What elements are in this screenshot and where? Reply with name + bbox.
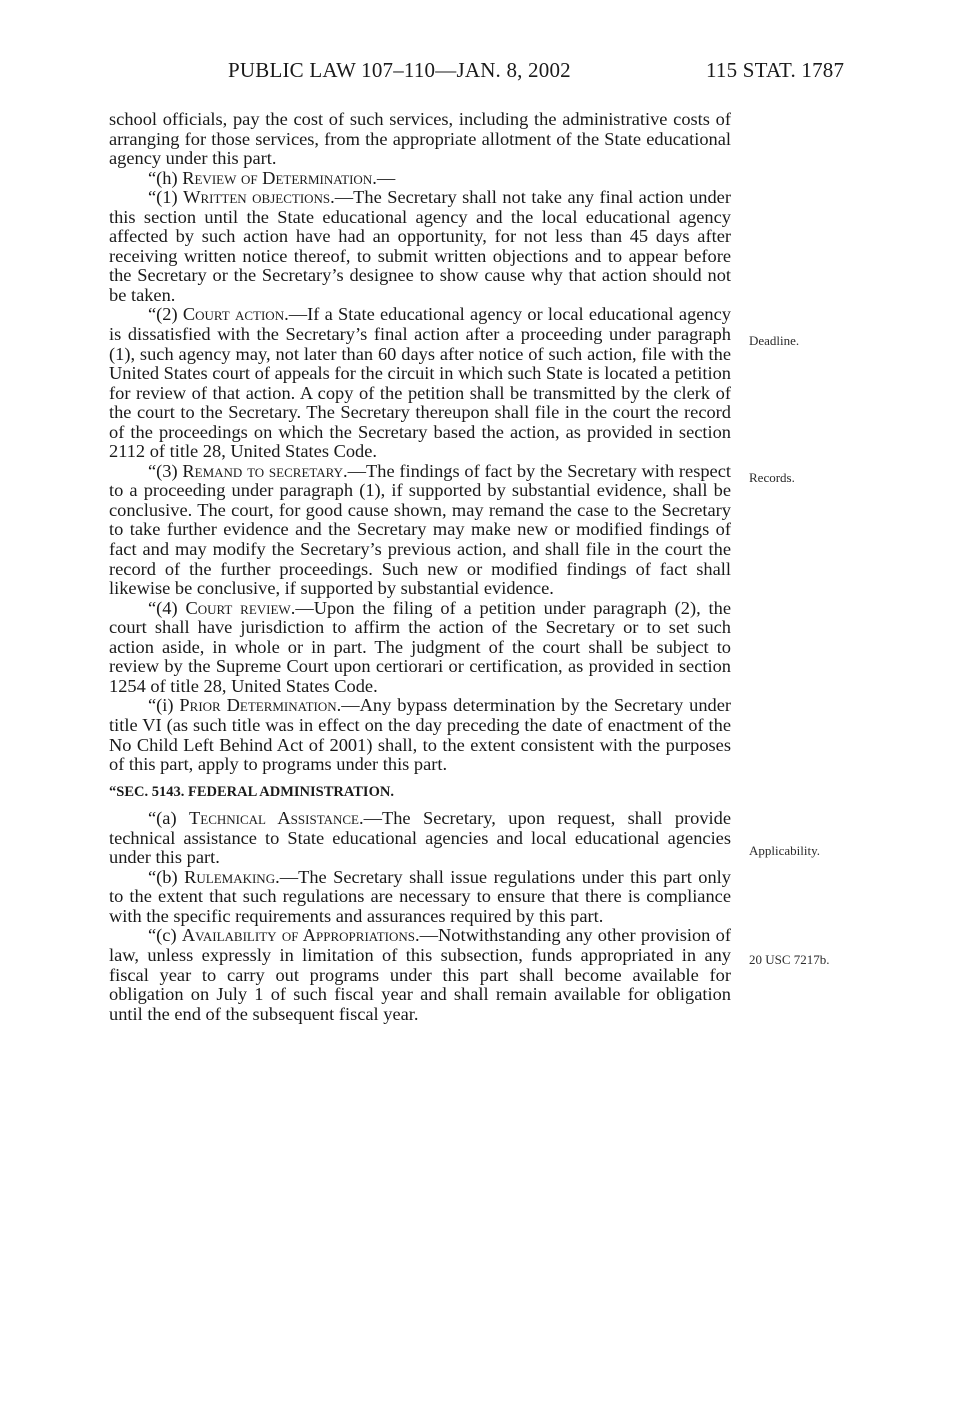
subsection-technical-assistance: “(a) Technical Assistance.—The Secretary, upon request, shall provide technical assistance to State educational agencies and local educational agencies under this part. — [109, 808, 731, 868]
statute-citation: 115 STAT. 1787 — [706, 58, 845, 82]
running-head: PUBLIC LAW 107–110—JAN. 8, 2002 — [228, 58, 571, 82]
paragraph-remand-to-secretary: “(3) Remand to secretary.—The findings of fact by the Secretary with respect to a proceeding under paragraph (1), if supported by substantial evidence, shall be conclusive. The court, for good cause shown, may remand the case to the Secretary to take further evidence and the Secretary may make new or modified findings of fact and may modify the Secretary’s previous action, and shall file in the court the record of the further proceedings. Such new or modified findings of fact shall likewise be conclusive, if supported by substantial evidence. — [109, 460, 731, 599]
paragraph-court-action: “(2) Court action.—If a State educational agency or local educational agency is dissatisfied with the Secretary’s final action after a proceeding under paragraph (1), such agency may, not later than 60 days after notice of such action, file with the United States court of appeals for the circuit in which such State is located a petition for review of that action. A copy of the petition shall be transmitted by the clerk of the court to the Secretary. The Secretary thereupon shall file in the court the record of the proceedings on which the Secretary based the action, as provided in section 2112 of title 28, United States Code. — [109, 304, 731, 462]
subsection-h-title: Review of Determination — [182, 167, 373, 188]
section-heading: “SEC. 5143. FEDERAL ADMINISTRATION. — [109, 783, 394, 800]
paragraph-written-objections: “(1) Written objections.—The Secretary shall not take any final action under this section until the State educational agency and the local educational agency affected by such action have had an opportunity, for not less than 45 days after receiving written notice thereof, to submit written objections and to appear before the Secretary or the Secretary’s designee to show cause why that action should not be taken. — [109, 187, 731, 305]
subsection-rulemaking: “(b) Rulemaking.—The Secretary shall issue regulations under this part only to the extent that such regulations are necessary to ensure that there is compliance with the specific requirements and assurances required by this part. — [109, 866, 731, 926]
subsection-prior-determination: “(i) Prior Determination.—Any bypass determination by the Secretary under title VI (as such title was in effect on the day preceding the date of enactment of the No Child Left Behind Act of 2001) shall, to the extent consistent with the purposes of this part, apply to programs under this part. — [109, 695, 732, 775]
margin-note-usc: 20 USC 7217b. — [749, 952, 830, 967]
subsection-availability-of-appropriations: “(c) Availability of Appropriations.—Notwithstanding any other provision of law, unless expressly in limitation of this subsection, funds appropriated in any fiscal year to carry out programs under this part shall become available for obligation on July 1 of such fiscal year and shall remain available for obligation until the end of the subsequent fiscal year. — [109, 925, 731, 1024]
margin-note-records: Records. — [749, 470, 795, 485]
subsection-h-heading: “(h) Review of Determination.— — [148, 167, 396, 188]
page-header — [0, 58, 953, 88]
margin-note-applicability: Applicability. — [749, 843, 821, 858]
margin-note-deadline: Deadline. — [749, 333, 800, 348]
body-text — [109, 110, 731, 1024]
paragraph-continuation: school officials, pay the cost of such services, including the administrative costs of arranging for those services, from the appropriate allotment of the State educational agency under this part. — [109, 109, 731, 169]
paragraph-court-review: “(4) Court review.—Upon the filing of a petition under paragraph (2), the court shall have jurisdiction to affirm the action of the Secretary or to set such action aside, in whole or in part. The judgment of the court shall be subject to review by the Supreme Court upon certiorari or certification, as provided in section 1254 of title 28, United States Code. — [109, 597, 731, 696]
